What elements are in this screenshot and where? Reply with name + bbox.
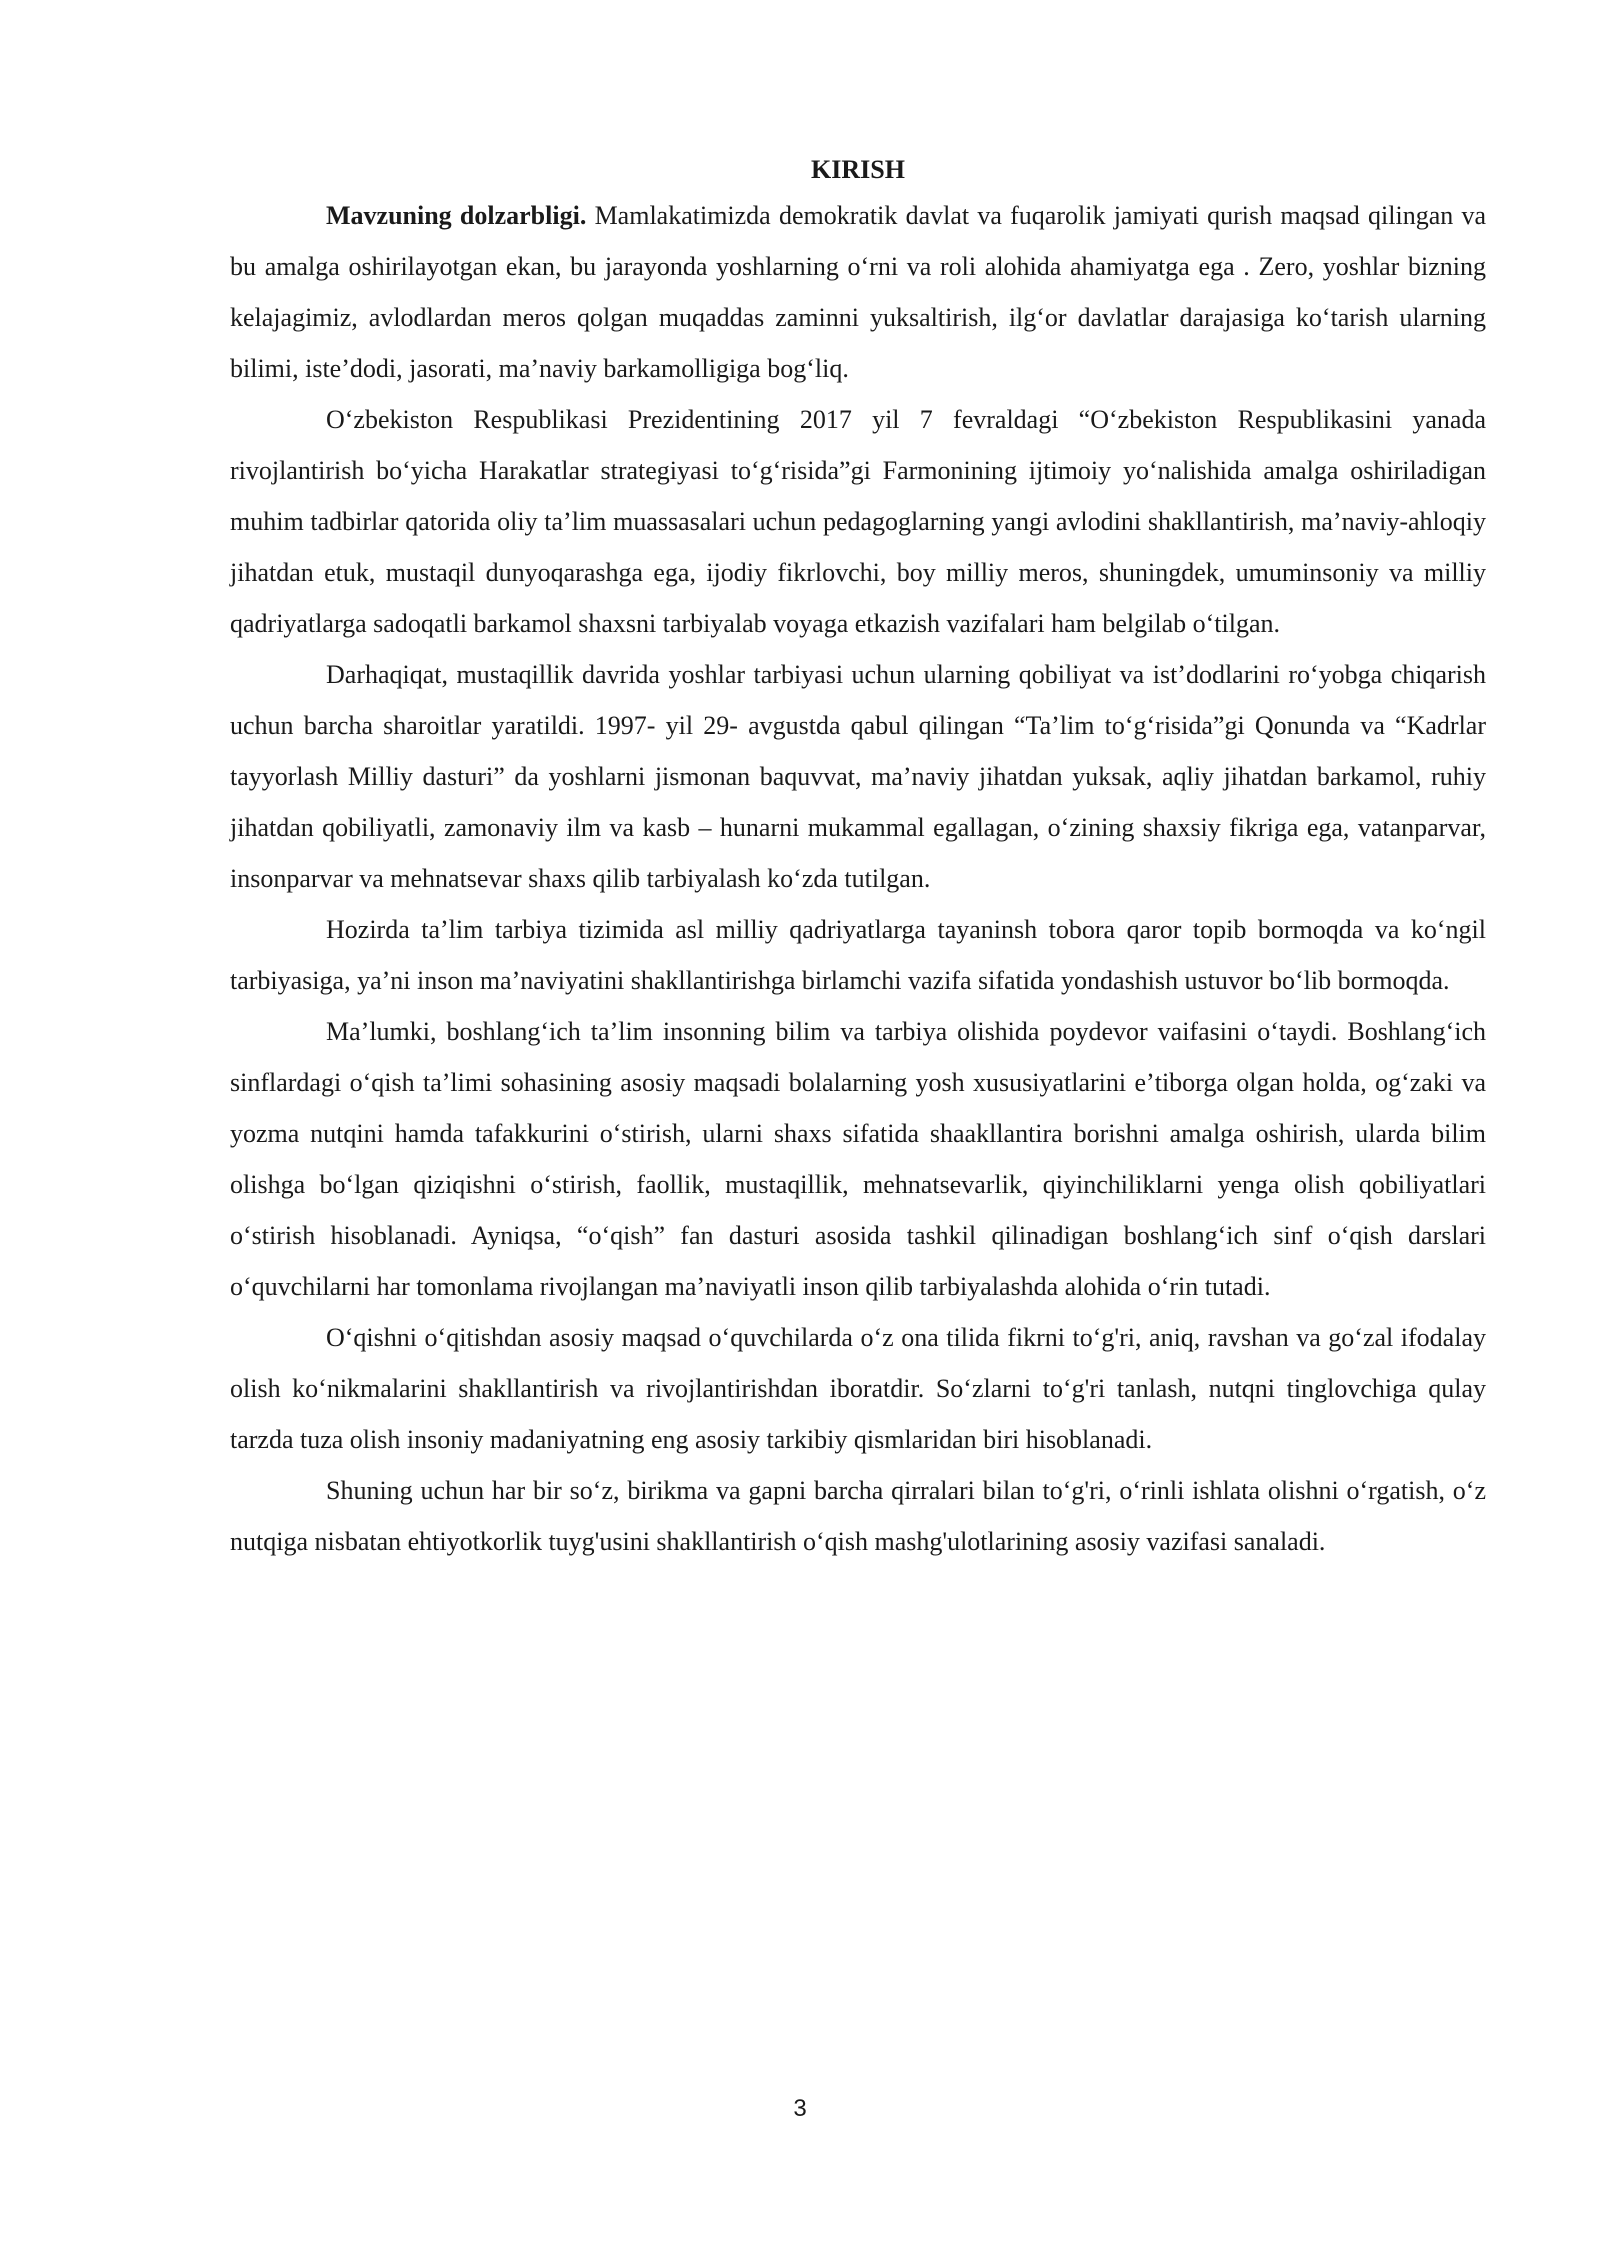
paragraph-text: Oʻqishni oʻqitishdan asosiy maqsad oʻquvchilarda oʻz ona tilida fikrni toʻg'ri, aniq, ravshan va goʻzal ifodalay olish koʻnikmalarini shakllantirish va rivojlantirishdan iboratdir. Soʻzlarni toʻg'ri tanlash, nutqni tinglovchiga qulay tarzda tuza olish insoniy madaniyatning eng asosiy tarkibiy qismlaridan biri hisoblanadi.	[230, 1323, 1486, 1454]
page-number: 3	[793, 2095, 807, 2122]
paragraph-text: Darhaqiqat, mustaqillik davrida yoshlar tarbiyasi uchun ularning qobiliyat va ist’dodlarini roʻyobga chiqarish uchun barcha sharoitlar yaratildi. 1997- yil 29- avgustda qabul qilingan “Taʼlim toʻgʻrisida”gi Qonunda va “Kadrlar tayyorlash Milliy dasturi” da yoshlarni jismonan baquvvat, maʼnaviy jihatdan yuksak, aqliy jihatdan barkamol, ruhiy jihatdan qobiliyatli, zamonaviy ilm va kasb – hunarni mukammal egallagan, oʻzining shaxsiy fikriga ega, vatanparvar, insonparvar va mehnatsevar shaxs qilib tarbiyalash koʻzda tutilgan.	[230, 660, 1486, 893]
page-body	[230, 150, 1486, 1567]
paragraph-text: Hozirda taʼlim tarbiya tizimida asl milliy qadriyatlarga tayaninsh tobora qaror topib bormoqda va koʻngil tarbiyasiga, ya’ni inson maʼnaviyatini shakllantirishga birlamchi vazifa sifatida yondashish ustuvor boʻlib bormoqda.	[230, 915, 1486, 995]
paragraph-text: Mamlakatimizda demokratik davlat va fuqarolik jamiyati qurish maqsad qilingan va bu amalga oshirilayotgan ekan, bu jarayonda yoshlarning oʻrni va roli alohida ahamiyatga ega . Zero, yoshlar bizning kelajagimiz, avlodlardan meros qolgan muqaddas zaminni yuksaltirish, ilgʻor davlatlar darajasiga koʻtarish ularning bilimi, isteʼdodi, jasorati, maʼnaviy barkamolligiga bogʻliq.	[230, 201, 1487, 383]
paragraph	[230, 1465, 1486, 1567]
paragraph	[230, 394, 1486, 649]
paragraph-relevance	[230, 190, 1486, 394]
paragraph-text: Shuning uchun har bir soʻz, birikma va gapni barcha qirralari bilan toʻg'ri, oʻrinli ishlata olishni oʻrgatish, oʻz nutqiga nisbatan ehtiyotkorlik tuyg'usini shakllantirish oʻqish mashg'ulotlarining asosiy vazifasi sanaladi.	[230, 1476, 1486, 1556]
paragraph-text: Oʻzbekiston Respublikasi Prezidentining 2017 yil 7 fevraldagi “Oʻzbekiston Respublikasini yanada rivojlantirish boʻyicha Harakatlar strategiyasi toʻgʻrisida”gi Farmonining ijtimoiy yoʻnalishida amalga oshiriladigan muhim tadbirlar qatorida oliy taʼlim muassasalari uchun pedagoglarning yangi avlodini shakllantirish, maʼnaviy-ahloqiy jihatdan etuk, mustaqil dunyoqarashga ega, ijodiy fikrlovchi, boy milliy meros, shuningdek, umuminsoniy va milliy qadriyatlarga sadoqatli barkamol shaxsni tarbiyalab voyaga etkazish vazifalari ham belgilab oʻtilgan.	[230, 405, 1486, 638]
paragraph-text: Maʼlumki, boshlangʻich taʼlim insonning bilim va tarbiya olishida poydevor vaifasini oʻtaydi. Boshlangʻich sinflardagi oʻqish taʼlimi sohasining asosiy maqsadi bolalarning yosh xususiyatlarini eʼtiborga olgan holda, ogʻzaki va yozma nutqini hamda tafakkurini oʻstirish, ularni shaxs sifatida shaakllantira borishni amalga oshirish, ularda bilim olishga boʻlgan qiziqishni oʻstirish, faollik, mustaqillik, mehnatsevarlik, qiyinchiliklarni yenga olish qobiliyatlari oʻstirish hisoblanadi. Ayniqsa, “oʻqish” fan dasturi asosida tashkil qilinadigan boshlangʻich sinf oʻqish darslari oʻquvchilarni har tomonlama rivojlangan maʼnaviyatli inson qilib tarbiyalashda alohida oʻrin tutadi.	[230, 1017, 1486, 1301]
paragraph	[230, 1006, 1486, 1312]
paragraph	[230, 904, 1486, 1006]
section-heading: KIRISH	[811, 155, 905, 184]
paragraph	[230, 1312, 1486, 1465]
paragraph-lead: Mavzuning dolzarbligi.	[326, 201, 587, 230]
paragraph	[230, 649, 1486, 904]
